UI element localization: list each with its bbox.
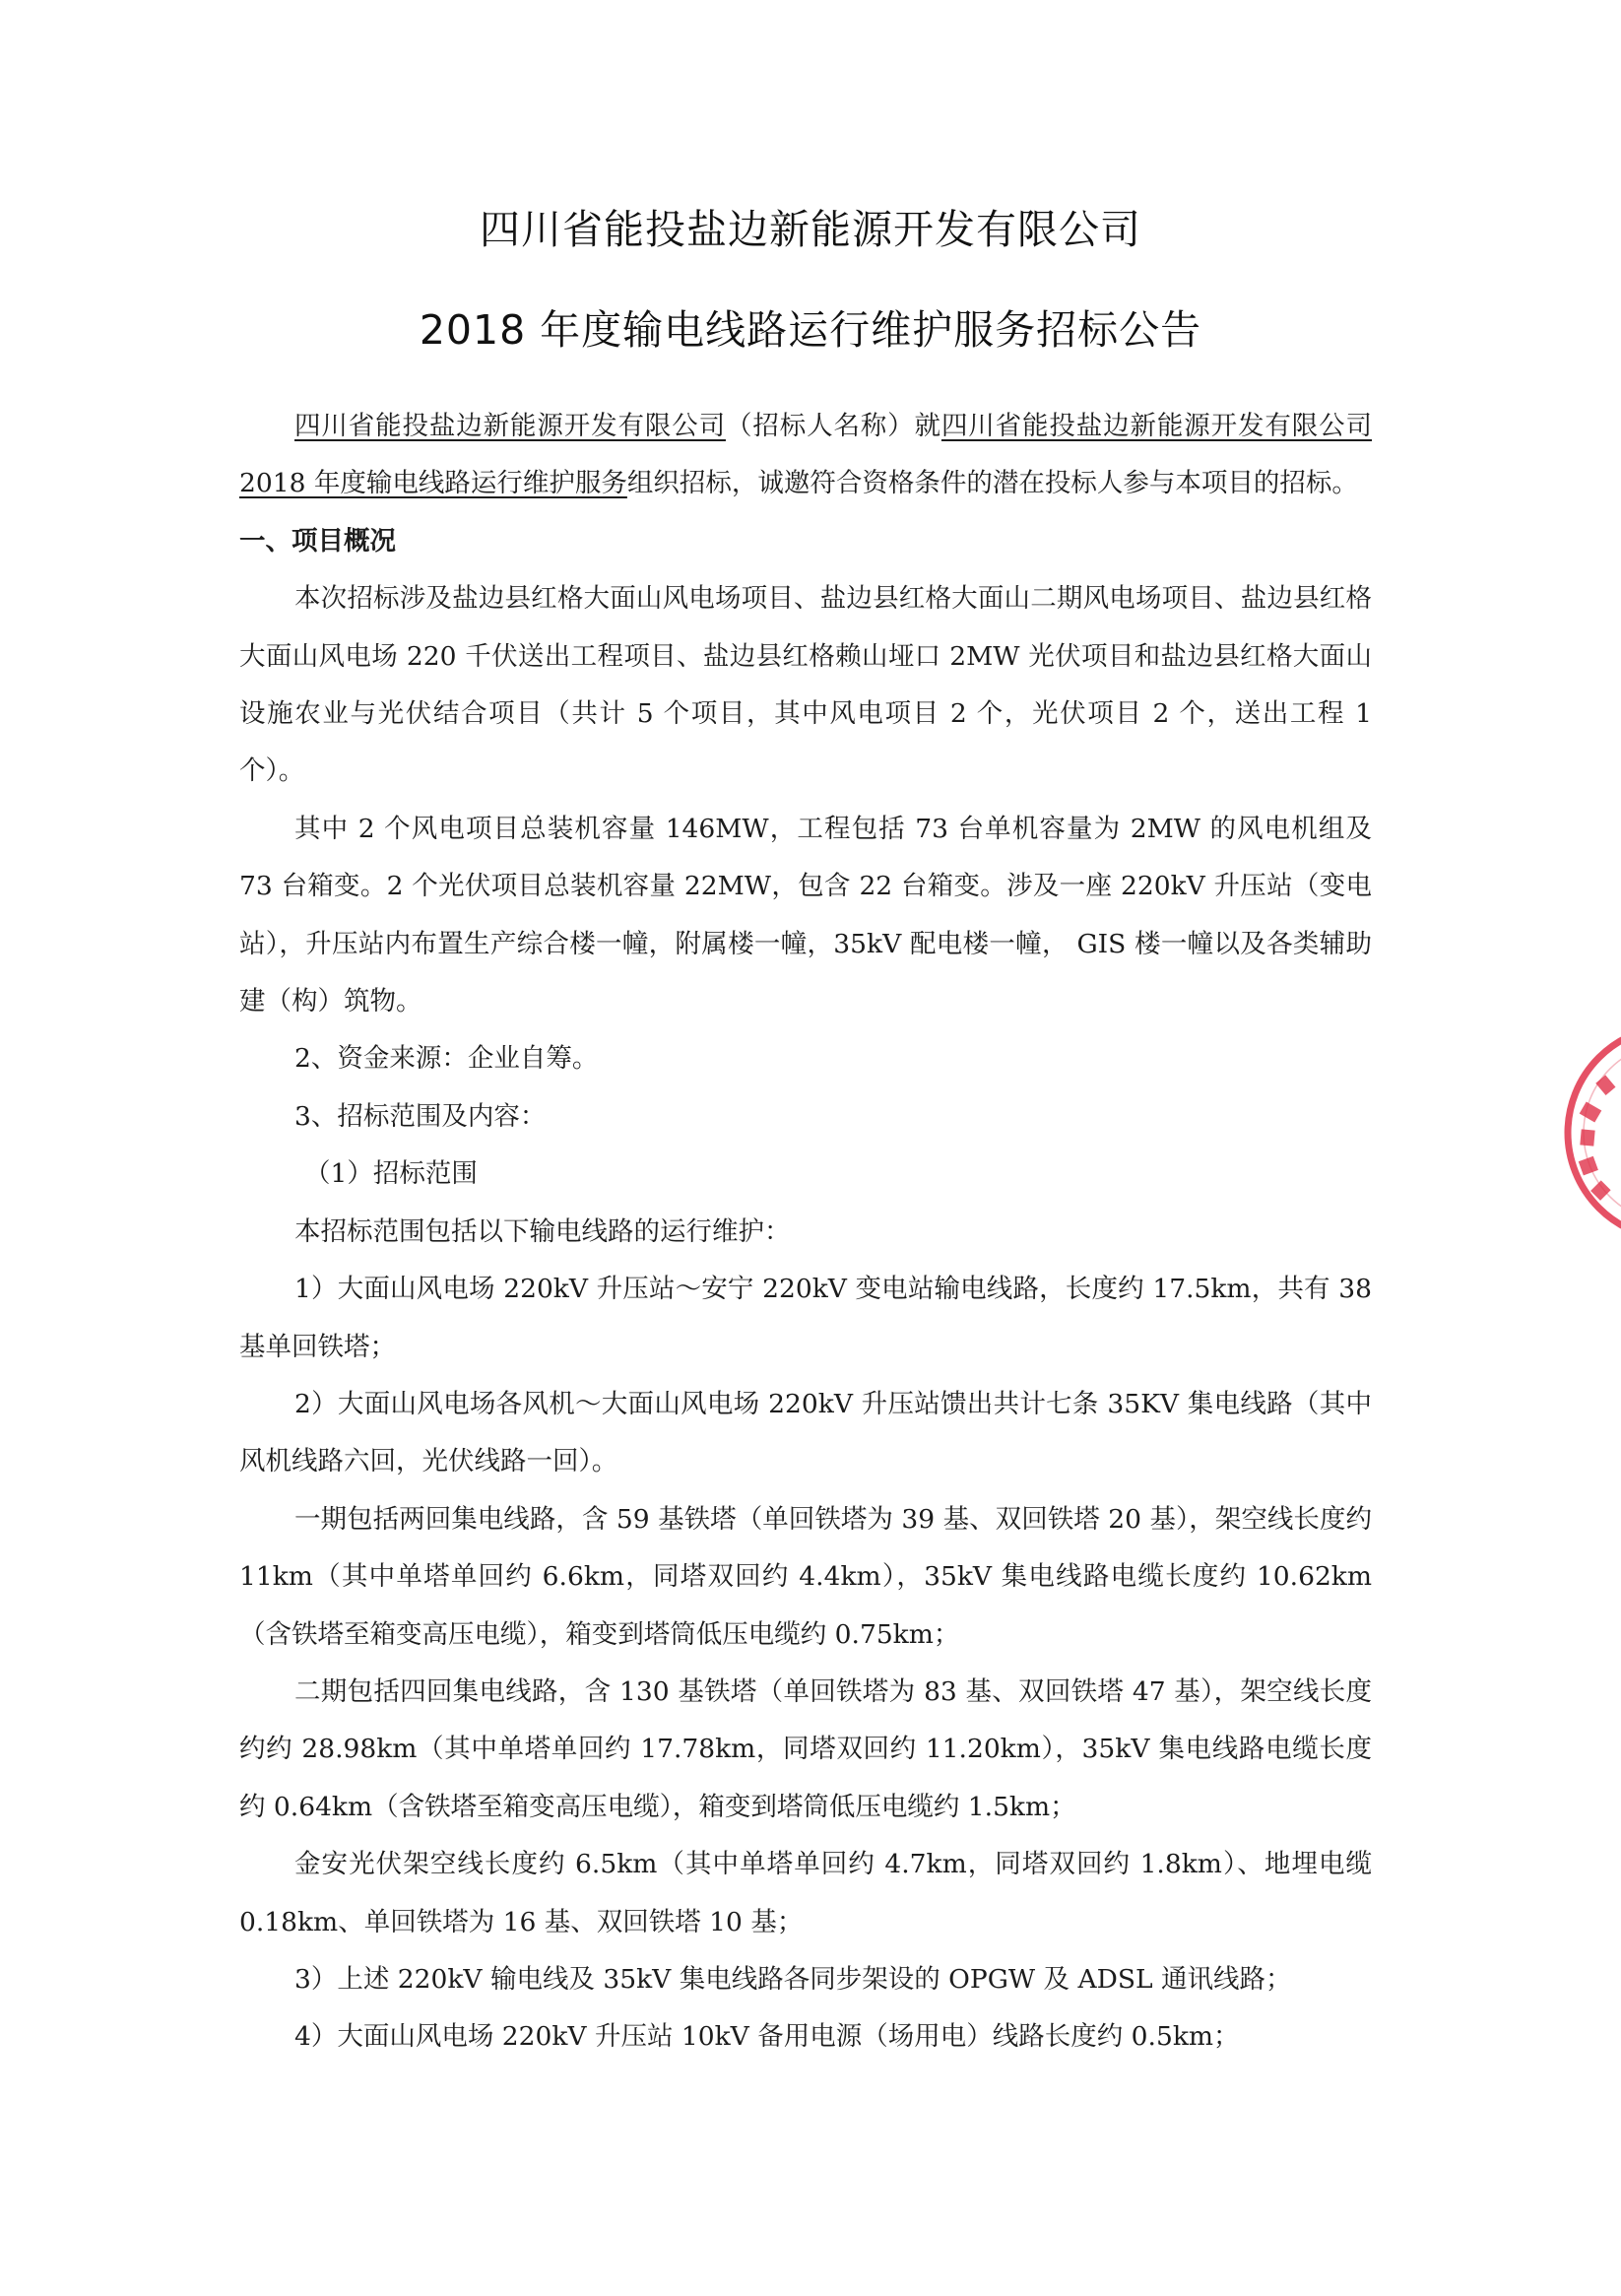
- paragraph-phase-2: 二期包括四回集电线路，含 130 基铁塔（单回铁塔为 83 基、双回铁塔 47 基），架空线长度约约 28.98km（其中单塔单回约 17.78km，同塔双回约 11.20km），35kV 集电线路电缆长度约 0.64km（含铁塔至箱变高压电缆），箱变到塔筒低压电缆约 1.5km；: [239, 1675, 1372, 1822]
- paragraph-funding: 2、资金来源：企业自筹。: [294, 1043, 599, 1075]
- paragraph-item-3: 3）上述 220kV 输电线及 35kV 集电线路各同步架设的 OPGW 及 ADSL 通讯线路；: [294, 1963, 1292, 1995]
- paragraph-item-1: 1）大面山风电场 220kV 升压站～安宁 220kV 变电站输电线路，长度约 17.5km，共有 38 基单回铁塔；: [239, 1274, 1372, 1362]
- intro-paragraph: [239, 398, 1372, 513]
- paragraph-phase-1: 一期包括两回集电线路，含 59 基铁塔（单回铁塔为 39 基、双回铁塔 20 基），架空线长度约 11km（其中单塔单回约 6.6km，同塔双回约 4.4km），35kV 集电线路电缆长度约 10.62km（含铁塔至箱变高压电缆），箱变到塔筒低压电缆约 0.75km；: [239, 1503, 1372, 1650]
- section-heading-project-overview: 一、项目概况: [239, 525, 396, 557]
- intro-text-2: 组织招标，诚邀符合资格条件的潜在投标人参与本项目的招标。: [626, 468, 1358, 499]
- red-seal-stamp: [1556, 1015, 1621, 1251]
- paragraph-item-4: 4）大面山风电场 220kV 升压站 10kV 备用电源（场用电）线路长度约 0.5km；: [294, 2021, 1240, 2053]
- project-name: 四川省能投盐边新能源开发有限公司 2018 年度输电线路运行维护服务: [239, 411, 1373, 499]
- document-title-line-2: 2018 年度输电线路运行维护服务招标公告: [419, 306, 1202, 354]
- intro-text-1: （招标人名称）就: [725, 411, 941, 441]
- document-title-line-1: 四川省能投盐边新能源开发有限公司: [480, 206, 1141, 253]
- tenderer-name: 四川省能投盐边新能源开发有限公司: [294, 411, 726, 441]
- paragraph-capacity: 其中 2 个风电项目总装机容量 146MW，工程包括 73 台单机容量为 2MW 的风电机组及 73 台箱变。2 个光伏项目总装机容量 22MW，包含 22 台箱变。涉及一座 220kV 升压站（变电站），升压站内布置生产综合楼一幢，附属楼一幢，35kV 配电楼一幢， GIS 楼一幢以及各类辅助建（构）筑物。: [239, 813, 1372, 1017]
- paragraph-projects: 本次招标涉及盐边县红格大面山风电场项目、盐边县红格大面山二期风电场项目、盐边县红格大面山风电场 220 千伏送出工程项目、盐边县红格赖山垭口 2MW 光伏项目和盐边县红格大面山设施农业与光伏结合项目（共计 5 个项目，其中风电项目 2 个，光伏项目 2 个，送出工程 1 个）。: [239, 583, 1372, 787]
- paragraph-scope-subheading: （1）招标范围: [304, 1158, 478, 1190]
- paragraph-scope-heading: 3、招标范围及内容：: [294, 1100, 547, 1132]
- document-body: [239, 398, 1372, 2066]
- paragraph-item-2: 2）大面山风电场各风机～大面山风电场 220kV 升压站馈出共计七条 35KV 集电线路（其中风机线路六回，光伏线路一回）。: [239, 1388, 1372, 1477]
- paragraph-jinan-pv: 金安光伏架空线长度约 6.5km（其中单塔单回约 4.7km，同塔双回约 1.8km）、地埋电缆 0.18km、单回铁塔为 16 基、双回铁塔 10 基；: [239, 1849, 1372, 1937]
- paragraph-scope-intro: 本招标范围包括以下输电线路的运行维护：: [294, 1215, 791, 1247]
